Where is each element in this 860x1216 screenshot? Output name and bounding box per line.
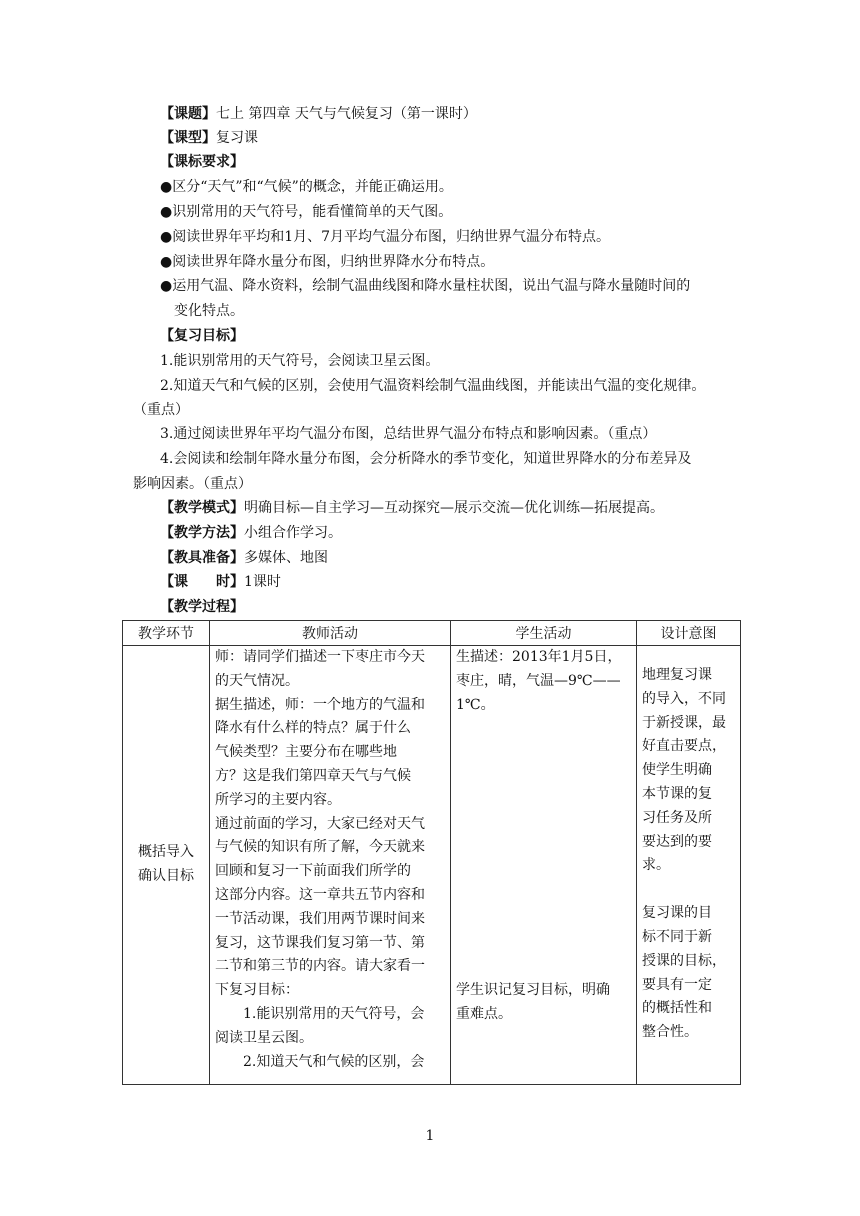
standard-item: ●运用气温、降水资料，绘制气温曲线图和降水量柱状图，说出气温与降水量随时间的 [160, 278, 691, 294]
standards-heading: 【课标要求】 [160, 154, 244, 170]
stage-line: 概括导入 [138, 844, 194, 861]
goal-item: 1.能识别常用的天气符号，会阅读卫星云图。 [160, 353, 440, 369]
intent-line: 授课的目标， [642, 952, 726, 969]
teacher-line: 所学习的主要内容。 [215, 791, 341, 808]
mode-line [160, 498, 664, 518]
student-line: 枣庄，晴，气温—9℃—— [456, 672, 621, 689]
teacher-goal-line: 1.能识别常用的天气符号，会 [243, 1005, 425, 1022]
intent-cell [637, 646, 741, 1085]
type-line [160, 128, 258, 148]
intent-line: 整合性。 [642, 1024, 698, 1041]
intent-gap [642, 878, 735, 902]
intent-line: 复习课的目 [642, 905, 712, 922]
intent-top-gap [642, 646, 735, 664]
page-number: 1 [425, 1128, 435, 1144]
student-cell [451, 646, 637, 1085]
intent-line: 的概括性和 [642, 1000, 712, 1017]
type-label: 【课型】 [160, 130, 216, 146]
table-header-row [123, 621, 741, 646]
teacher-line: 与气候的知识有所了解，今天就来 [215, 839, 425, 856]
student-line: 重难点。 [456, 1006, 512, 1023]
stage-line: 确认目标 [138, 868, 194, 884]
teacher-goal-line: 阅读卫星云图。 [215, 1029, 313, 1046]
hours-text: 1课时 [244, 574, 281, 590]
teacher-line: 据生描述，师：一个地方的气温和 [215, 696, 425, 713]
goal-item-continued: （重点） [133, 402, 189, 418]
method-text: 小组合作学习。 [244, 525, 342, 541]
teacher-line: 的天气情况。 [215, 672, 299, 689]
standard-item: ●阅读世界年平均和1月、7月平均气温分布图，归纳世界气温分布特点。 [160, 229, 611, 245]
intent-line: 于新授课，最 [642, 714, 726, 731]
intent-line: 地理复习课 [642, 667, 712, 683]
type-text: 复习课 [216, 130, 258, 146]
goal-item-continued: 影响因素。（重点） [133, 476, 252, 492]
teacher-line: 这部分内容。这一章共五节内容和 [215, 886, 425, 903]
stage-cell [123, 646, 210, 1085]
mode-label: 【教学模式】 [160, 500, 244, 516]
process-heading: 【教学过程】 [160, 599, 244, 615]
tools-label: 【教具准备】 [160, 550, 244, 566]
intent-line: 好直击要点， [642, 738, 726, 755]
table-row [123, 646, 741, 1085]
teacher-line: 降水有什么样的特点？属于什么 [215, 720, 411, 737]
teacher-goal-line: 2.知道天气和气候的区别，会 [243, 1053, 425, 1070]
header-teacher: 教师活动 [210, 621, 451, 646]
header-intent: 设计意图 [637, 621, 741, 646]
goal-item: 2.知道天气和气候的区别，会使用气温资料绘制气温曲线图，并能读出气温的变化规律。 [160, 378, 706, 394]
header-student: 学生活动 [451, 621, 637, 646]
topic-label: 【课题】 [160, 106, 216, 122]
intent-line: 求。 [642, 857, 670, 874]
teacher-line: 一节活动课，我们用两节课时间来 [215, 910, 425, 927]
student-gap [456, 717, 631, 979]
tools-text: 多媒体、地图 [244, 550, 328, 566]
teacher-line: 通过前面的学习，大家已经对天气 [215, 815, 425, 832]
intent-line: 要达到的要 [642, 833, 712, 850]
teacher-line: 二节和第三节的内容。请大家看一 [215, 958, 425, 975]
intent-line: 习任务及所 [642, 809, 712, 826]
intent-line: 标不同于新 [642, 928, 712, 945]
goals-heading: 【复习目标】 [160, 328, 244, 344]
method-line [160, 523, 342, 543]
header-stage: 教学环节 [123, 621, 210, 646]
method-label: 【教学方法】 [160, 525, 244, 541]
goal-item: 4.会阅读和绘制年降水量分布图，会分析降水的季节变化，知道世界降水的分布差异及 [160, 451, 692, 467]
standard-item-continued: 变化特点。 [174, 303, 244, 319]
mode-text: 明确目标—自主学习—互动探究—展示交流—优化训练—拓展提高。 [244, 500, 664, 516]
teacher-line: 下复习目标： [215, 982, 299, 999]
tools-line [160, 548, 328, 568]
teacher-line: 师：请同学们描述一下枣庄市今天 [215, 649, 425, 665]
standard-item: ●区分“天气”和“气候”的概念，并能正确运用。 [160, 179, 453, 195]
intent-line: 的导入，不同 [642, 690, 726, 707]
goal-item: 3.通过阅读世界年平均气温分布图，总结世界气温分布特点和影响因素。（重点） [160, 426, 657, 442]
hours-label: 【课 时】 [160, 574, 244, 590]
teacher-cell [210, 646, 451, 1085]
teacher-line: 气候类型？主要分布在哪些地 [215, 744, 397, 761]
topic-text: 七上 第四章 天气与气候复习（第一课时） [216, 106, 477, 122]
student-line: 生描述：2013年1月5日， [456, 649, 622, 665]
intent-line: 要具有一定 [642, 976, 712, 993]
topic-line [160, 104, 477, 124]
hours-line [160, 572, 281, 592]
standard-item: ●阅读世界年降水量分布图，归纳世界降水分布特点。 [160, 254, 495, 270]
teacher-line: 复习，这节课我们复习第一节、第 [215, 934, 425, 951]
teacher-line: 回顾和复习一下前面我们所学的 [215, 863, 411, 880]
intent-line: 本节课的复 [642, 785, 712, 802]
standard-item: ●识别常用的天气符号，能看懂简单的天气图。 [160, 204, 453, 220]
student-line: 学生识记复习目标，明确 [456, 982, 610, 999]
teacher-line: 方？这是我们第四章天气与气候 [215, 767, 411, 784]
student-line: 1℃。 [456, 696, 495, 713]
intent-line: 使学生明确 [642, 762, 712, 779]
process-table [122, 620, 741, 1085]
